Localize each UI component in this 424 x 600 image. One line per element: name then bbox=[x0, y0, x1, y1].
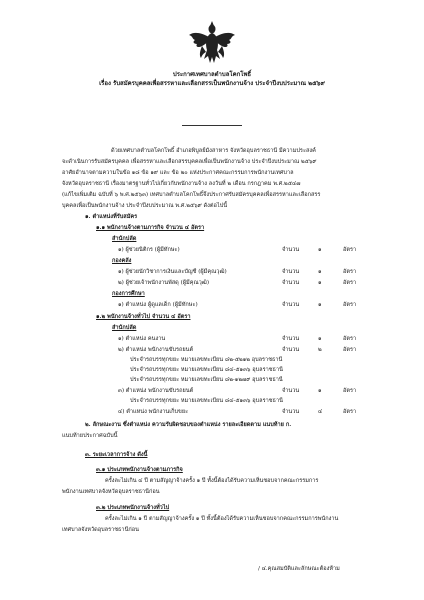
qty-unit: อัตรา bbox=[343, 269, 357, 275]
position-item: ๓) ตำแหน่ง พนักงานขับรถยนต์ bbox=[118, 388, 194, 394]
dept-heading: สำนักปลัด bbox=[112, 236, 137, 242]
title-divider bbox=[182, 125, 242, 126]
section-2-text: แนบท้ายประกาศฉบับนี้ bbox=[62, 433, 118, 439]
qty-label: จำนวน bbox=[282, 336, 300, 342]
next-page-reference: / ๔.คุณสมบัติและลักษณะต้องห้าม bbox=[258, 566, 340, 572]
dept-heading: สำนักปลัด bbox=[112, 325, 137, 331]
qty-value: ๑ bbox=[318, 280, 322, 286]
qty-unit: อัตรา bbox=[343, 247, 357, 253]
qty-value: ๑ bbox=[318, 247, 322, 253]
dept-heading: กองคลัง bbox=[112, 258, 132, 264]
position-item: ๑) ตำแหน่ง คนงาน bbox=[118, 336, 166, 342]
qty-label: จำนวน bbox=[282, 347, 300, 353]
vehicle-note: ประจำรถบรรทุกขยะ หมายเลขทะเบียน ๘๒-๕๒๑๒ อุบลราชธานี bbox=[130, 357, 283, 363]
section-3-heading: ๓. ระยะเวลาการจ้าง ดังนี้ bbox=[85, 452, 148, 458]
qty-value: ๑ bbox=[318, 302, 322, 308]
qty-label: จำนวน bbox=[282, 388, 300, 394]
qty-unit: อัตรา bbox=[343, 388, 357, 394]
qty-unit: อัตรา bbox=[343, 409, 357, 415]
section-2-heading: ๒. ลักษณะงาน ซึ่งตำแหน่ง ความรับผิดชอบของตำแหน่ง รายละเอียดตาม แนบท้าย ก. bbox=[85, 422, 292, 428]
qty-value: ๔ bbox=[318, 409, 323, 415]
section-1-1-heading: ๑.๑ พนักงานจ้างตามภารกิจ จำนวน ๔ อัตรา bbox=[96, 225, 205, 231]
section-3-2-text: เทศบาลจังหวัดอุบลราชธานีก่อน bbox=[62, 527, 139, 533]
section-1-heading: ๑. ตำแหน่งที่รับสมัคร bbox=[85, 214, 138, 220]
intro-line: จะดำเนินการรับสมัครบุคคล เพื่อสรรหาและเลือกสรรบุคคลเพื่อเป็นพนักงานจ้าง ประจำปีงบประมาณ ๒๕๖๙ bbox=[62, 159, 317, 165]
qty-unit: อัตรา bbox=[343, 336, 357, 342]
qty-value: ๑ bbox=[318, 388, 322, 394]
position-item: ๑) ตำแหน่ง ผู้ดูแลเด็ก (ผู้มีทักษะ) bbox=[118, 302, 198, 308]
intro-line: บุคคลเพื่อเป็นพนักงานจ้าง ประจำปีงบประมาณ พ.ศ.๒๕๖๙ ดังต่อไปนี้ bbox=[62, 203, 228, 209]
section-3-1-text: พนักงานเทศบาลจังหวัดอุบลราชธานีก่อน bbox=[62, 489, 160, 495]
vehicle-note: ประจำรถบรรทุกขยะ หมายเลขทะเบียน ๘๒-๑๒๗๙ อุบลราชธานี bbox=[130, 377, 283, 383]
intro-line: อาศัยอำนาจตามความในข้อ ๑๘ ข้อ ๑๙ และ ข้อ ๒๐ แห่งประกาศคณะกรรมการพนักงานเทศบาล bbox=[62, 170, 294, 176]
vehicle-note: ประจำรถบรรทุกขยะ หมายเลขทะเบียน ๘๔-๕๑๓๖ อุบลราชธานี bbox=[130, 398, 283, 404]
section-1-2-heading: ๑.๒ พนักงานจ้างทั่วไป จำนวน ๔ อัตรา bbox=[96, 314, 191, 320]
position-item: ๑) ผู้ช่วยนิติกร (ผู้มีทักษะ) bbox=[118, 247, 180, 253]
qty-value: ๑ bbox=[318, 336, 322, 342]
qty-label: จำนวน bbox=[282, 302, 300, 308]
section-3-1-heading: ๓.๑ ประเภทพนักงานจ้างตามภารกิจ bbox=[96, 467, 183, 473]
notice-subject: เรื่อง รับสมัครบุคคลเพื่อสรรหาและเลือกสรรเป็นพนักงานจ้าง ประจำปีงบประมาณ ๒๕๖๙ bbox=[99, 80, 325, 87]
section-3-2-heading: ๓.๒ ประเภทพนักงานจ้างทั่วไป bbox=[96, 505, 170, 511]
qty-unit: อัตรา bbox=[343, 302, 357, 308]
position-item: ๒) ตำแหน่ง พนักงานขับรถยนต์ bbox=[118, 347, 194, 353]
qty-value: ๑ bbox=[318, 269, 322, 275]
qty-value: ๒ bbox=[318, 347, 322, 353]
qty-unit: อัตรา bbox=[343, 347, 357, 353]
section-3-1-text: ครั้งละไม่เกิน ๔ ปี ตามสัญญาจ้างครั้ง ๑ ปี ทั้งนี้ต้องได้รับความเห็นชอบจากคณะกรรมการ bbox=[105, 478, 319, 484]
qty-label: จำนวน bbox=[282, 247, 300, 253]
intro-line: ด้วยเทศบาลตำบลโคกโพธิ์ อำเภอพิบูลย์มังสาหาร จังหวัดอุบลราชธานี มีความประสงค์ bbox=[111, 148, 316, 154]
intro-line: (แก้ไขเพิ่มเติม ฉบับที่ ๖ พ.ศ.๒๕๖๓) เทศบาลตำบลโคกโพธิ์จึงประกาศรับสมัครบุคคลเพื่อสรรหาและเลือกสรร bbox=[62, 192, 321, 198]
notice-title: ประกาศเทศบาลตำบลโคกโพธิ์ bbox=[172, 71, 252, 78]
qty-unit: อัตรา bbox=[343, 280, 357, 286]
vehicle-note: ประจำรถบรรทุกขยะ หมายเลขทะเบียน ๘๔-๕๑๓๖ อุบลราชธานี bbox=[130, 367, 283, 373]
qty-label: จำนวน bbox=[282, 280, 300, 286]
dept-heading: กองการศึกษา bbox=[112, 291, 145, 297]
position-item: ๔) ตำแหน่ง พนักงานเก็บขยะ bbox=[118, 409, 189, 415]
position-item: ๒) ผู้ช่วยเจ้าพนักงานพัสดุ (ผู้มีคุณวุฒิ) bbox=[118, 280, 210, 286]
section-3-2-text: ครั้งละไม่เกิน ๑ ปี ตามสัญญาจ้างครั้ง ๑ ปี ทั้งนี้ต้องได้รับความเห็นชอบจากคณะกรรมการพนักงาน bbox=[105, 516, 339, 522]
intro-line: จังหวัดอุบลราชธานี เรื่องมาตรฐานทั่วไปเกี่ยวกับพนักงานจ้าง ลงวันที่ ๒ เดือน กรกฎาคม พ.ศ.๒๕๔๗ bbox=[62, 181, 301, 187]
garuda-emblem-icon bbox=[187, 20, 237, 66]
qty-label: จำนวน bbox=[282, 269, 300, 275]
qty-label: จำนวน bbox=[282, 409, 300, 415]
position-item: ๑) ผู้ช่วยนักวิชาการเงินและบัญชี (ผู้มีคุณวุฒิ) bbox=[118, 269, 227, 275]
